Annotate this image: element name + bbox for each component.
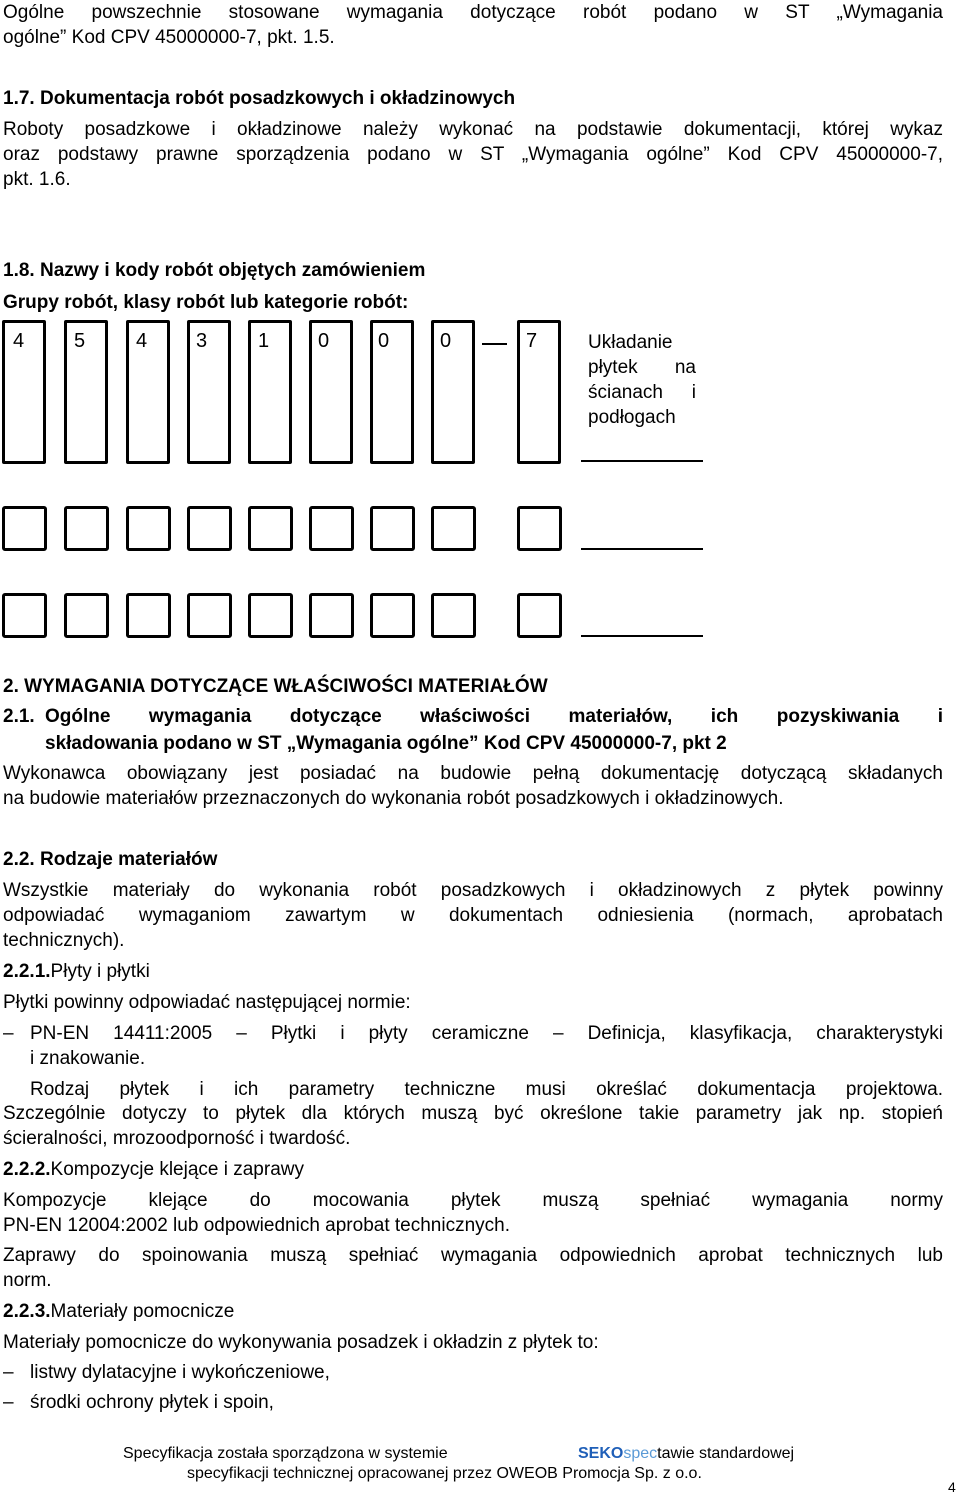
s221-line-4: ścieralności, mrozoodporność i twardość. <box>3 1128 351 1149</box>
spec-logo-text: spec <box>623 1445 658 1462</box>
code-description <box>588 330 696 430</box>
code-box <box>431 320 475 464</box>
s17-line-3: pkt. 1.6. <box>3 169 71 190</box>
code-digit: 4 <box>136 330 148 352</box>
empty-box <box>248 593 293 638</box>
code-box <box>309 320 353 464</box>
s222-line-1: Kompozycje klejące do mocowania płytek muszą spełniać wymagania normy <box>3 1190 943 1211</box>
code-digit: 4 <box>13 330 25 352</box>
section-title: Kompozycje klejące i zaprawy <box>50 1159 304 1180</box>
s17-line-2: oraz podstawy prawne sporządzenia podano w ST „Wymagania ogólne” Kod CPV 45000000-7, <box>3 144 943 165</box>
empty-box <box>431 593 476 638</box>
empty-box <box>187 506 232 551</box>
section-1-8-heading <box>3 258 943 283</box>
page-number: 4 <box>948 1479 956 1495</box>
empty-box <box>126 506 171 551</box>
bullet-text-line-1: PN-EN 14411:2005 – Płytki i płyty ceramiczne – Definicja, klasyfikacja, charakterystyki <box>30 1023 943 1044</box>
code-digit: 1 <box>258 330 270 352</box>
desc-line: podłogach <box>588 407 676 428</box>
section-title: Dokumentacja robót posadzkowych i okładzinowych <box>39 88 516 109</box>
code-box <box>517 320 561 464</box>
empty-box <box>309 506 354 551</box>
s222-line-4: norm. <box>3 1270 52 1291</box>
desc-line: płytek na <box>588 357 696 378</box>
code-digit: 0 <box>318 330 330 352</box>
bullet-text-line-2: i znakowanie. <box>30 1048 146 1069</box>
empty-box <box>370 593 415 638</box>
empty-box <box>2 593 47 638</box>
empty-box <box>431 506 476 551</box>
s22-line-2: odpowiadać wymaganiom zawartym w dokumentach odniesienia (normach, aprobatach <box>3 905 943 926</box>
description-underline <box>581 460 703 462</box>
section-title-line-2: składowania podano w ST „Wymagania ogólne” Kod CPV 45000000-7, pkt 2 <box>45 733 727 754</box>
section-2-2-2-heading <box>3 1157 943 1182</box>
section-title: Nazwy i kody robót objętych zamówieniem <box>39 260 426 281</box>
section-2-2-3-heading <box>3 1299 943 1324</box>
bullet-text: listwy dylatacyjne i wykończeniowe, <box>30 1362 330 1383</box>
section-title: Materiały pomocnicze <box>50 1301 235 1322</box>
s21-line-2: na budowie materiałów przeznaczonych do wykonania robót posadzkowych i okładzinowych. <box>3 788 784 809</box>
section-title: Rodzaje materiałów <box>39 849 218 870</box>
section-title-line-1: Ogólne wymagania dotyczące właściwości materiałów, ich pozyskiwania i <box>45 706 943 727</box>
seko-logo-text: SEKO <box>578 1445 624 1462</box>
code-digit: 3 <box>196 330 208 352</box>
s222-line-2: PN-EN 12004:2002 lub odpowiednich aprobat technicznych. <box>3 1215 510 1236</box>
code-box <box>126 320 170 464</box>
section-number: 1.8. <box>3 260 35 281</box>
empty-box <box>309 593 354 638</box>
s221-line-2: Rodzaj płytek i ich parametry techniczne musi określać dokumentacja projektowa. <box>30 1079 943 1100</box>
section-2-2-heading <box>3 847 943 872</box>
empty-box <box>248 506 293 551</box>
empty-box <box>64 593 109 638</box>
s22-line-1: Wszystkie materiały do wykonania robót posadzkowych i okładzinowych z płytek powinny <box>3 880 943 901</box>
section-1-7-heading <box>3 86 943 111</box>
intro-line-1: Ogólne powszechnie stosowane wymagania dotyczące robót podano w ST „Wymagania <box>3 2 943 23</box>
s223-bullet-1 <box>3 1360 943 1385</box>
empty-box <box>517 593 562 638</box>
s221-line-1: Płytki powinny odpowiadać następującej normie: <box>3 992 411 1013</box>
empty-box <box>370 506 415 551</box>
code-digit: 0 <box>440 330 452 352</box>
s18-subtitle: Grupy robót, klasy robót lub kategorie robót: <box>3 292 409 313</box>
s222-line-3: Zaprawy do spoinowania muszą spełniać wymagania odpowiednich aprobat technicznych lub <box>3 1245 943 1266</box>
empty-box <box>2 506 47 551</box>
section-title: Płyty i płytki <box>50 961 150 982</box>
footer-sekospec-logo <box>578 1444 794 1464</box>
bullet-text: środki ochrony płytek i spoin, <box>30 1392 274 1413</box>
s221-bullet-1 <box>3 1021 943 1069</box>
s21-line-1: Wykonawca obowiązany jest posiadać na budowie pełną dokumentację dotyczącą składanych <box>3 763 943 784</box>
s223-line-1: Materiały pomocnicze do wykonywania posadzek i okładzin z płytek to: <box>3 1332 599 1353</box>
section-number: 2.1. <box>3 706 35 727</box>
code-dash <box>482 343 507 345</box>
section-number: 2.2.2. <box>3 1159 51 1180</box>
empty-description-line <box>581 635 703 637</box>
s22-line-3: technicznych). <box>3 930 125 951</box>
empty-box <box>126 593 171 638</box>
empty-description-line <box>581 548 703 550</box>
code-box <box>370 320 414 464</box>
code-digit: 0 <box>378 330 390 352</box>
footer-text: Specyfikacja została sporządzona w systemie <box>123 1445 448 1462</box>
footer-line-2: specyfikacji technicznej opracowanej przez OWEOB Promocja Sp. z o.o. <box>187 1465 702 1482</box>
intro-line-2: ogólne” Kod CPV 45000000-7, pkt. 1.5. <box>3 27 335 48</box>
section-2-heading: 2. WYMAGANIA DOTYCZĄCE WŁAŚCIWOŚCI MATERIAŁÓW <box>3 676 548 697</box>
empty-box <box>187 593 232 638</box>
section-number: 2.2. <box>3 849 35 870</box>
desc-line: ścianach i <box>588 382 696 403</box>
bullet-dash: – <box>3 1023 14 1044</box>
footer-text: tawie standardowej <box>657 1445 795 1462</box>
desc-line: Układanie <box>588 332 673 353</box>
section-number: 2.2.1. <box>3 961 51 982</box>
s221-line-3: Szczególnie dotyczy to płytek dla których muszą być określone takie parametry jak np. stopień <box>3 1103 943 1124</box>
empty-box <box>517 506 562 551</box>
s223-bullet-2 <box>3 1390 943 1415</box>
empty-box <box>64 506 109 551</box>
section-2-2-1-heading <box>3 959 943 984</box>
s17-line-1: Roboty posadzkowe i okładzinowe należy wykonać na podstawie dokumentacji, której wykaz <box>3 119 943 140</box>
bullet-dash: – <box>3 1362 14 1383</box>
code-box <box>248 320 292 464</box>
bullet-dash: – <box>3 1392 14 1413</box>
footer-line-1 <box>123 1444 448 1464</box>
code-digit: 5 <box>74 330 86 352</box>
section-number: 1.7. <box>3 88 35 109</box>
code-box <box>64 320 108 464</box>
section-number: 2.2.3. <box>3 1301 51 1322</box>
code-digit: 7 <box>526 330 538 352</box>
code-box <box>187 320 231 464</box>
